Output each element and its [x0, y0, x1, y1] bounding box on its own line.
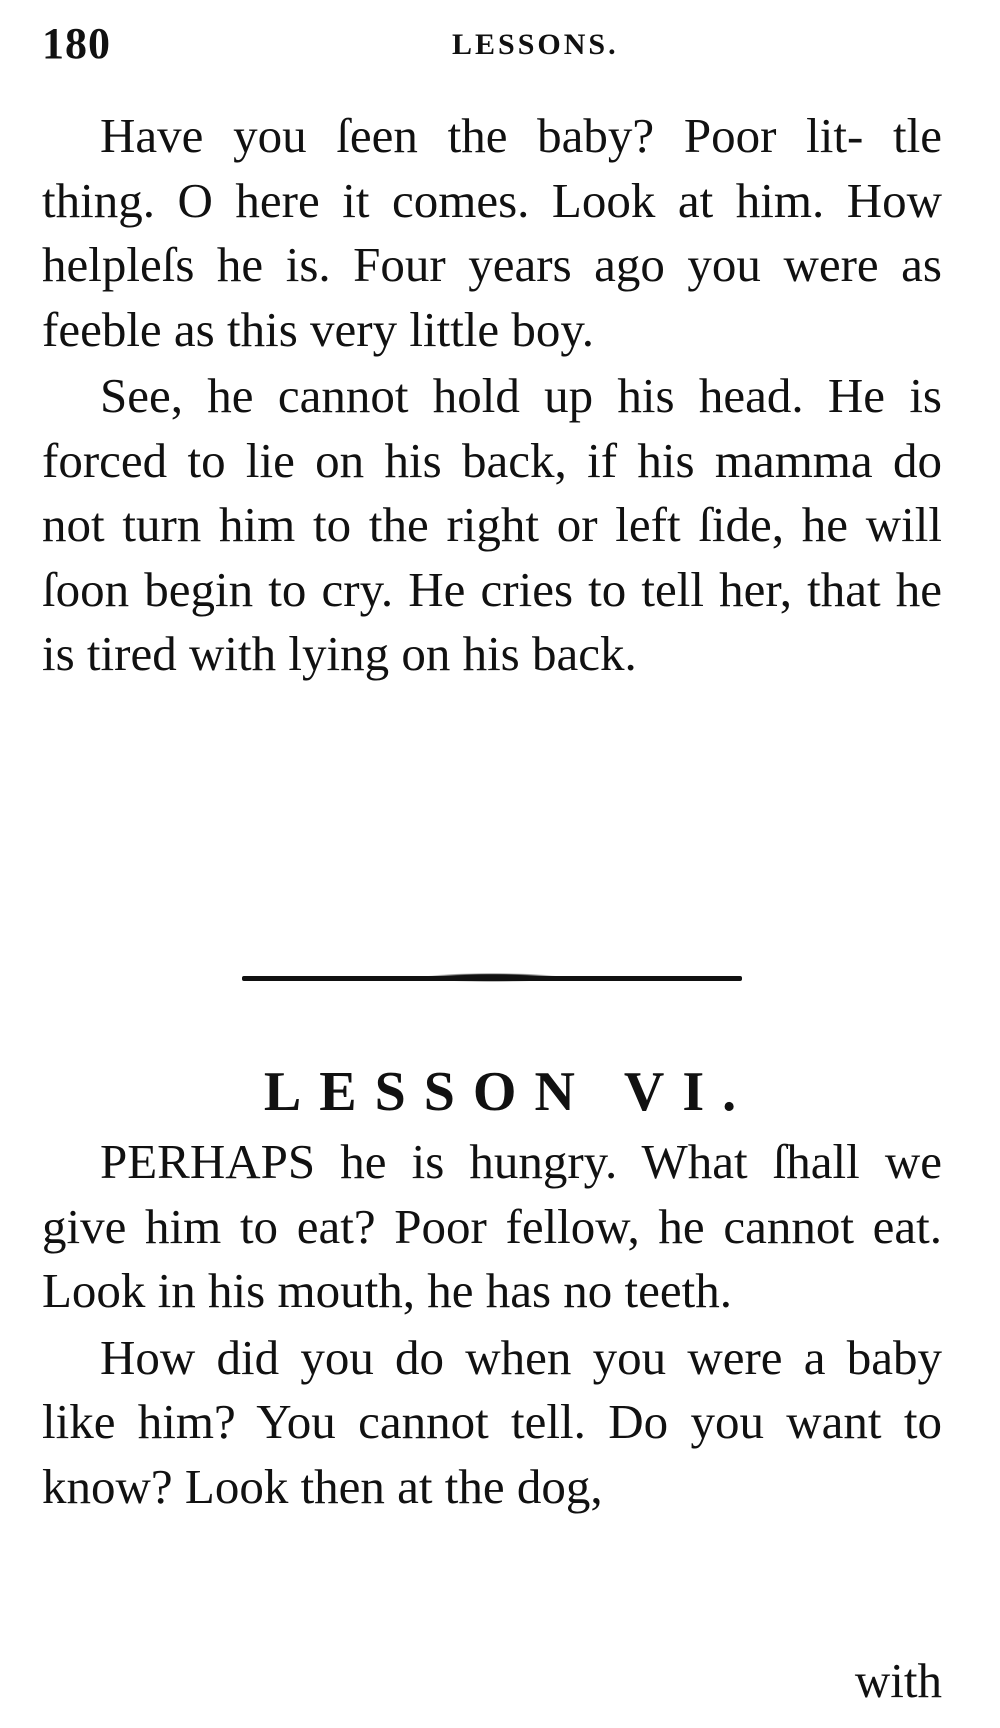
section-1-text [42, 104, 942, 687]
paragraph-dog: How did you do when you were a baby like him? You cannot tell. Do you want to know? Look then at the dog, [42, 1329, 942, 1514]
paragraph-baby: Have you ſeen the baby? Poor lit- tle thing. O here it comes. Look at him. How helpleſs he is. Four years ago you were as feeble as this very little boy. [42, 108, 942, 357]
lesson-heading [0, 1060, 1000, 1124]
paragraph-head: See, he cannot hold up his head. He is forced to lie on his back, if his mamma do not turn him to the right or left ſide, he will ſoon begin to cry. He cries to tell her, that he is tired with lying on his back. [42, 368, 942, 681]
section-divider-rule [242, 976, 742, 981]
lesson-heading-text: LESSON VI. [263, 1061, 755, 1123]
running-title: LESSONS. [452, 28, 619, 61]
page-number: 180 [42, 19, 111, 68]
catchword: with [854, 1653, 942, 1708]
paragraph-hungry: PERHAPS he is hungry. What ſhall we give him to eat? Poor fellow, he cannot eat. Look in his mouth, he has no teeth. [42, 1134, 942, 1318]
rule-ornament [422, 973, 562, 982]
lesson-text [42, 1130, 942, 1519]
running-head [42, 18, 942, 78]
